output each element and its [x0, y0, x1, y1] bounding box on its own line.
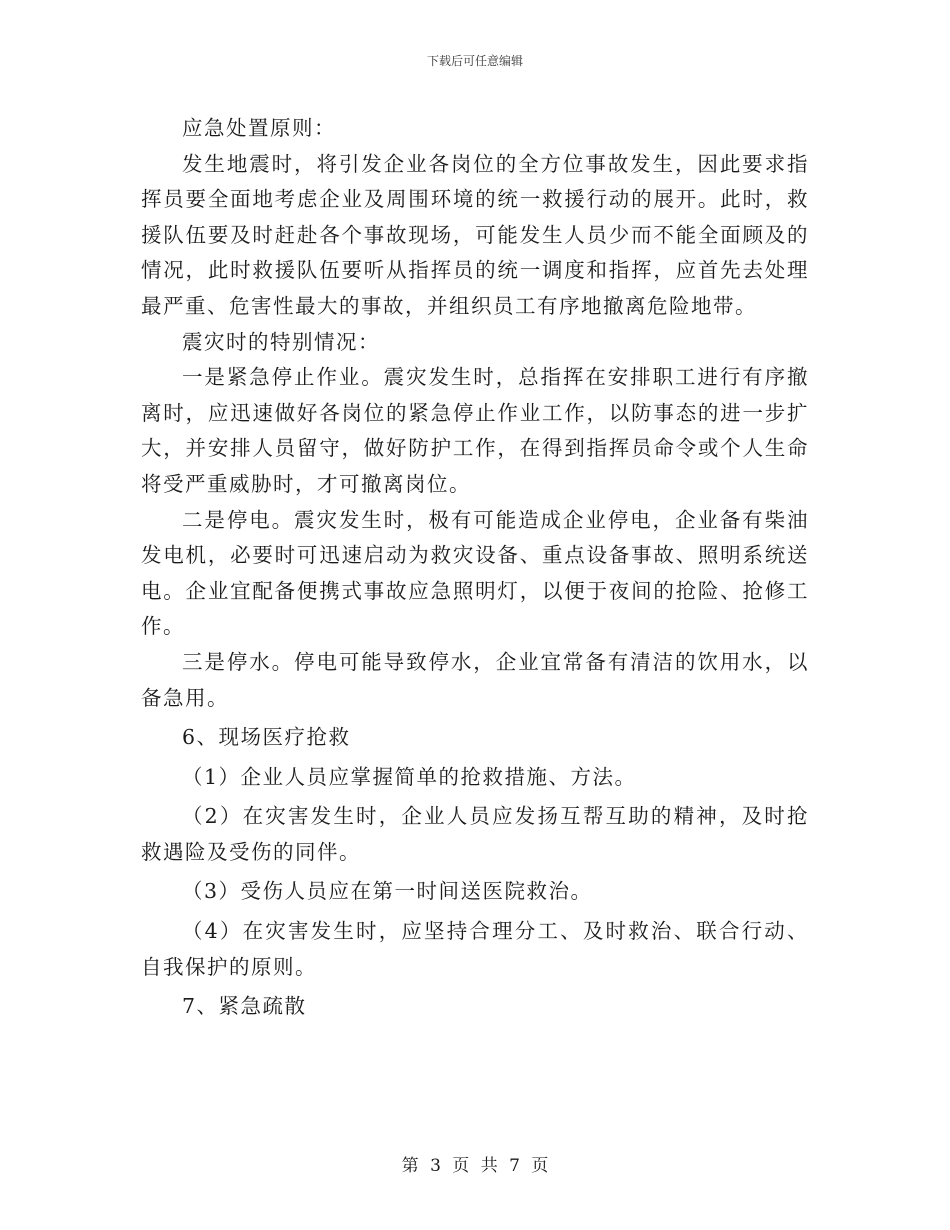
list-item: （3）受伤人员应在第一时间送医院救治。: [182, 879, 593, 904]
list-item: （4）在灾害发生时，应坚持合理分工、及时救治、联合行动、自我保护的原则。: [141, 919, 809, 979]
document-body: [141, 111, 809, 1029]
paragraph-water-outage: 三是停水。停电可能导致停水，企业宜常备有清洁的饮用水，以备急用。: [141, 649, 809, 710]
paragraph-power-outage: 二是停电。震灾发生时，极有可能造成企业停电，企业备有柴油发电机，必要时可迅速启动为救灾设备、重点设备事故、照明系统送电。企业宜配备便携式事故应急照明灯，以便于夜间的抢险、抢修工作。: [141, 507, 809, 639]
paragraph-principle-heading: 应急处置原则：: [182, 116, 336, 140]
paragraph-stop-work: 一是紧急停止作业。震灾发生时，总指挥在安排职工进行有序撤离时，应迅速做好各岗位的紧急停止作业工作，以防事态的进一步扩大，并安排人员留守，做好防护工作，在得到指挥员命令或个人生命将受严重威胁时，才可撤离岗位。: [141, 365, 809, 496]
page-header-note: 下载后可任意编辑: [426, 54, 523, 68]
section-7-title: 7、紧急疏散: [182, 994, 307, 1019]
page-number: 第 3 页 共 7 页: [401, 1156, 549, 1176]
paragraph-principle-body: 发生地震时，将引发企业各岗位的全方位事故发生，因此要求指挥员要全面地考虑企业及周围环境的统一救援行动的展开。此时，救援队伍要及时赶赴各个事故现场，可能发生人员少而不能全面顾及的情况，此时救援队伍要听从指挥员的统一调度和指挥，应首先去处理最严重、危害性最大的事故，并组织员工有序地撤离危险地带。: [141, 151, 809, 318]
list-item: （2）在灾害发生时，企业人员应发扬互帮互助的精神，及时抢救遇险及受伤的同伴。: [141, 804, 809, 864]
section-6-title: 6、现场医疗抢救: [182, 725, 351, 750]
list-item: （1）企业人员应掌握简单的抢救措施、方法。: [182, 764, 637, 789]
paragraph-special-heading: 震灾时的特别情况：: [182, 329, 380, 354]
